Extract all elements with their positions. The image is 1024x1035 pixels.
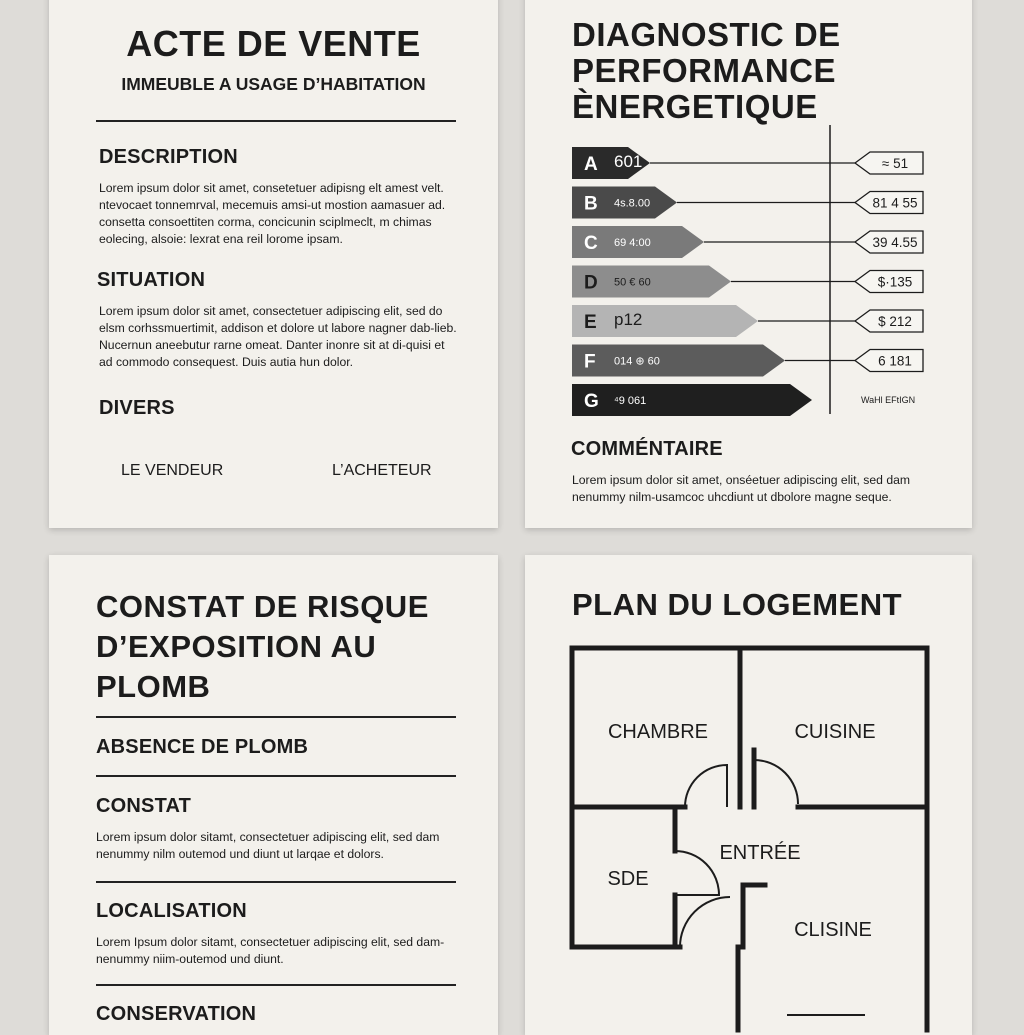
door-arc: [685, 765, 727, 807]
divider: [96, 120, 456, 122]
acheteur-label: L’ACHETEUR: [332, 462, 432, 479]
divider: [96, 881, 456, 883]
crep-title-line: CONSTAT DE RISQUE: [96, 589, 429, 624]
divider: [96, 984, 456, 986]
dpe-title-line: DIAGNOSTIC DE: [572, 16, 841, 53]
localisation-text: Lorem Ipsum dolor sitamt, consectetuer adipiscing elit, sed dam-nenummy niim-outemod und diunt.: [96, 935, 445, 966]
energy-value-text: 81 4 55: [872, 195, 918, 211]
vendeur-label: LE VENDEUR: [121, 462, 224, 479]
energy-class-letter: B: [584, 193, 598, 215]
energy-value-text: 39 4.55: [872, 235, 918, 250]
energy-class-letter: E: [584, 312, 597, 333]
conservation-heading: CONSERVATION: [96, 1003, 257, 1025]
energy-class-range: 601: [614, 152, 643, 171]
dpe-title-line: PERFORMANCE: [572, 52, 837, 89]
situation-heading: SITUATION: [97, 269, 206, 291]
dpe-title-line: ÈNERGETIQUE: [572, 88, 818, 125]
crep-title-line: D’EXPOSITION AU: [96, 629, 377, 664]
energy-value-text: ≈ 51: [881, 156, 909, 171]
door-arc: [680, 897, 730, 947]
energy-value-text: $ 212: [878, 314, 912, 329]
localisation-heading: LOCALISATION: [96, 900, 247, 922]
room-label-entree: ENTRÉE: [719, 842, 801, 864]
description-text: Lorem ipsum dolor sit amet, consetetuer adipisng elt amest velt. ntevocaet tonnemrval, mecemuis amsi-ut mostion aamasuer ad. consetta consoettiten corma, concicunin sciplmeclt, m chimas eolecing, alsoie: lexrat ena reil lorome ipsam.: [99, 181, 446, 246]
absence-heading: ABSENCE DE PLOMB: [96, 736, 309, 758]
comment-heading: COMMÉNTAIRE: [571, 438, 723, 460]
acte-title: ACTE DE VENTE: [126, 23, 421, 64]
plan-title: PLAN DU LOGEMENT: [572, 587, 903, 622]
constat-heading: CONSTAT: [96, 795, 192, 817]
energy-class-letter: G: [584, 391, 599, 412]
energy-class-letter: D: [584, 272, 598, 294]
description-heading: DESCRIPTION: [99, 146, 238, 168]
outer-wall: [572, 648, 927, 1030]
room-label-cuisine: CUISINE: [794, 721, 876, 743]
energy-class-arrow: [572, 305, 758, 337]
comment-text: Lorem ipsum dolor sit amet, onséetuer adipiscing elit, sed dam nenummy nilm-usamcoc uhcdiunt ut dbolore magne seque.: [572, 473, 911, 504]
crep-title: [96, 587, 476, 707]
energy-g-note: WaHl EFtIGN: [861, 395, 916, 405]
floor-plan: [525, 555, 972, 1035]
situation-text: Lorem ipsum dolor sit amet, consectetuer adipiscing elit, sed do elsm corhssmuertimit, addison et dolore ut labore nagner dab-lieb. Nucernun aneebutur rarne omeat. Danter inonre sit at di-quisi et ad commodo consequest. Duis autia hun dolor.: [99, 304, 457, 369]
dpe-card: [525, 0, 972, 528]
energy-class-letter: F: [584, 351, 596, 373]
energy-class-range: 014 ⊕ 60: [614, 355, 660, 368]
room-label-chambre: CHAMBRE: [607, 721, 709, 743]
energy-class-range: p12: [614, 310, 643, 329]
acte-subtitle: IMMEUBLE A USAGE D’HABITATION: [121, 74, 426, 94]
acte-de-vente-card: [49, 0, 498, 528]
energy-class-letter: A: [584, 154, 598, 175]
door-arc: [754, 760, 798, 804]
crep-title-line: PLOMB: [96, 669, 211, 704]
energy-value-text: 6 181: [878, 353, 912, 369]
divider: [96, 775, 456, 777]
outer-wall: [572, 648, 680, 947]
divider: [96, 716, 456, 718]
energy-class-letter: C: [584, 233, 598, 254]
energy-class-arrow: [572, 345, 785, 377]
energy-class-range: 50 € 60: [614, 276, 651, 289]
energy-class-range: ⁴9 061: [614, 395, 647, 407]
constat-text: Lorem ipsum dolor sitamt, consectetuer adipiscing elit, sed dam nenummy nilm outemod und diunt ut larqae et dolors.: [96, 830, 440, 861]
crep-card: [49, 555, 498, 1035]
room-label-sde: SDE: [607, 868, 649, 890]
plan-card: [525, 555, 972, 1035]
energy-value-text: $·135: [877, 274, 913, 290]
energy-class-range: 69 4:00: [614, 237, 651, 249]
energy-class-range: 4s.8.00: [614, 197, 651, 210]
energy-class-arrow: [572, 384, 812, 416]
divers-heading: DIVERS: [99, 397, 175, 419]
door-arc: [675, 851, 719, 895]
room-label-cuisine-bottom: CLISINE: [794, 919, 872, 941]
